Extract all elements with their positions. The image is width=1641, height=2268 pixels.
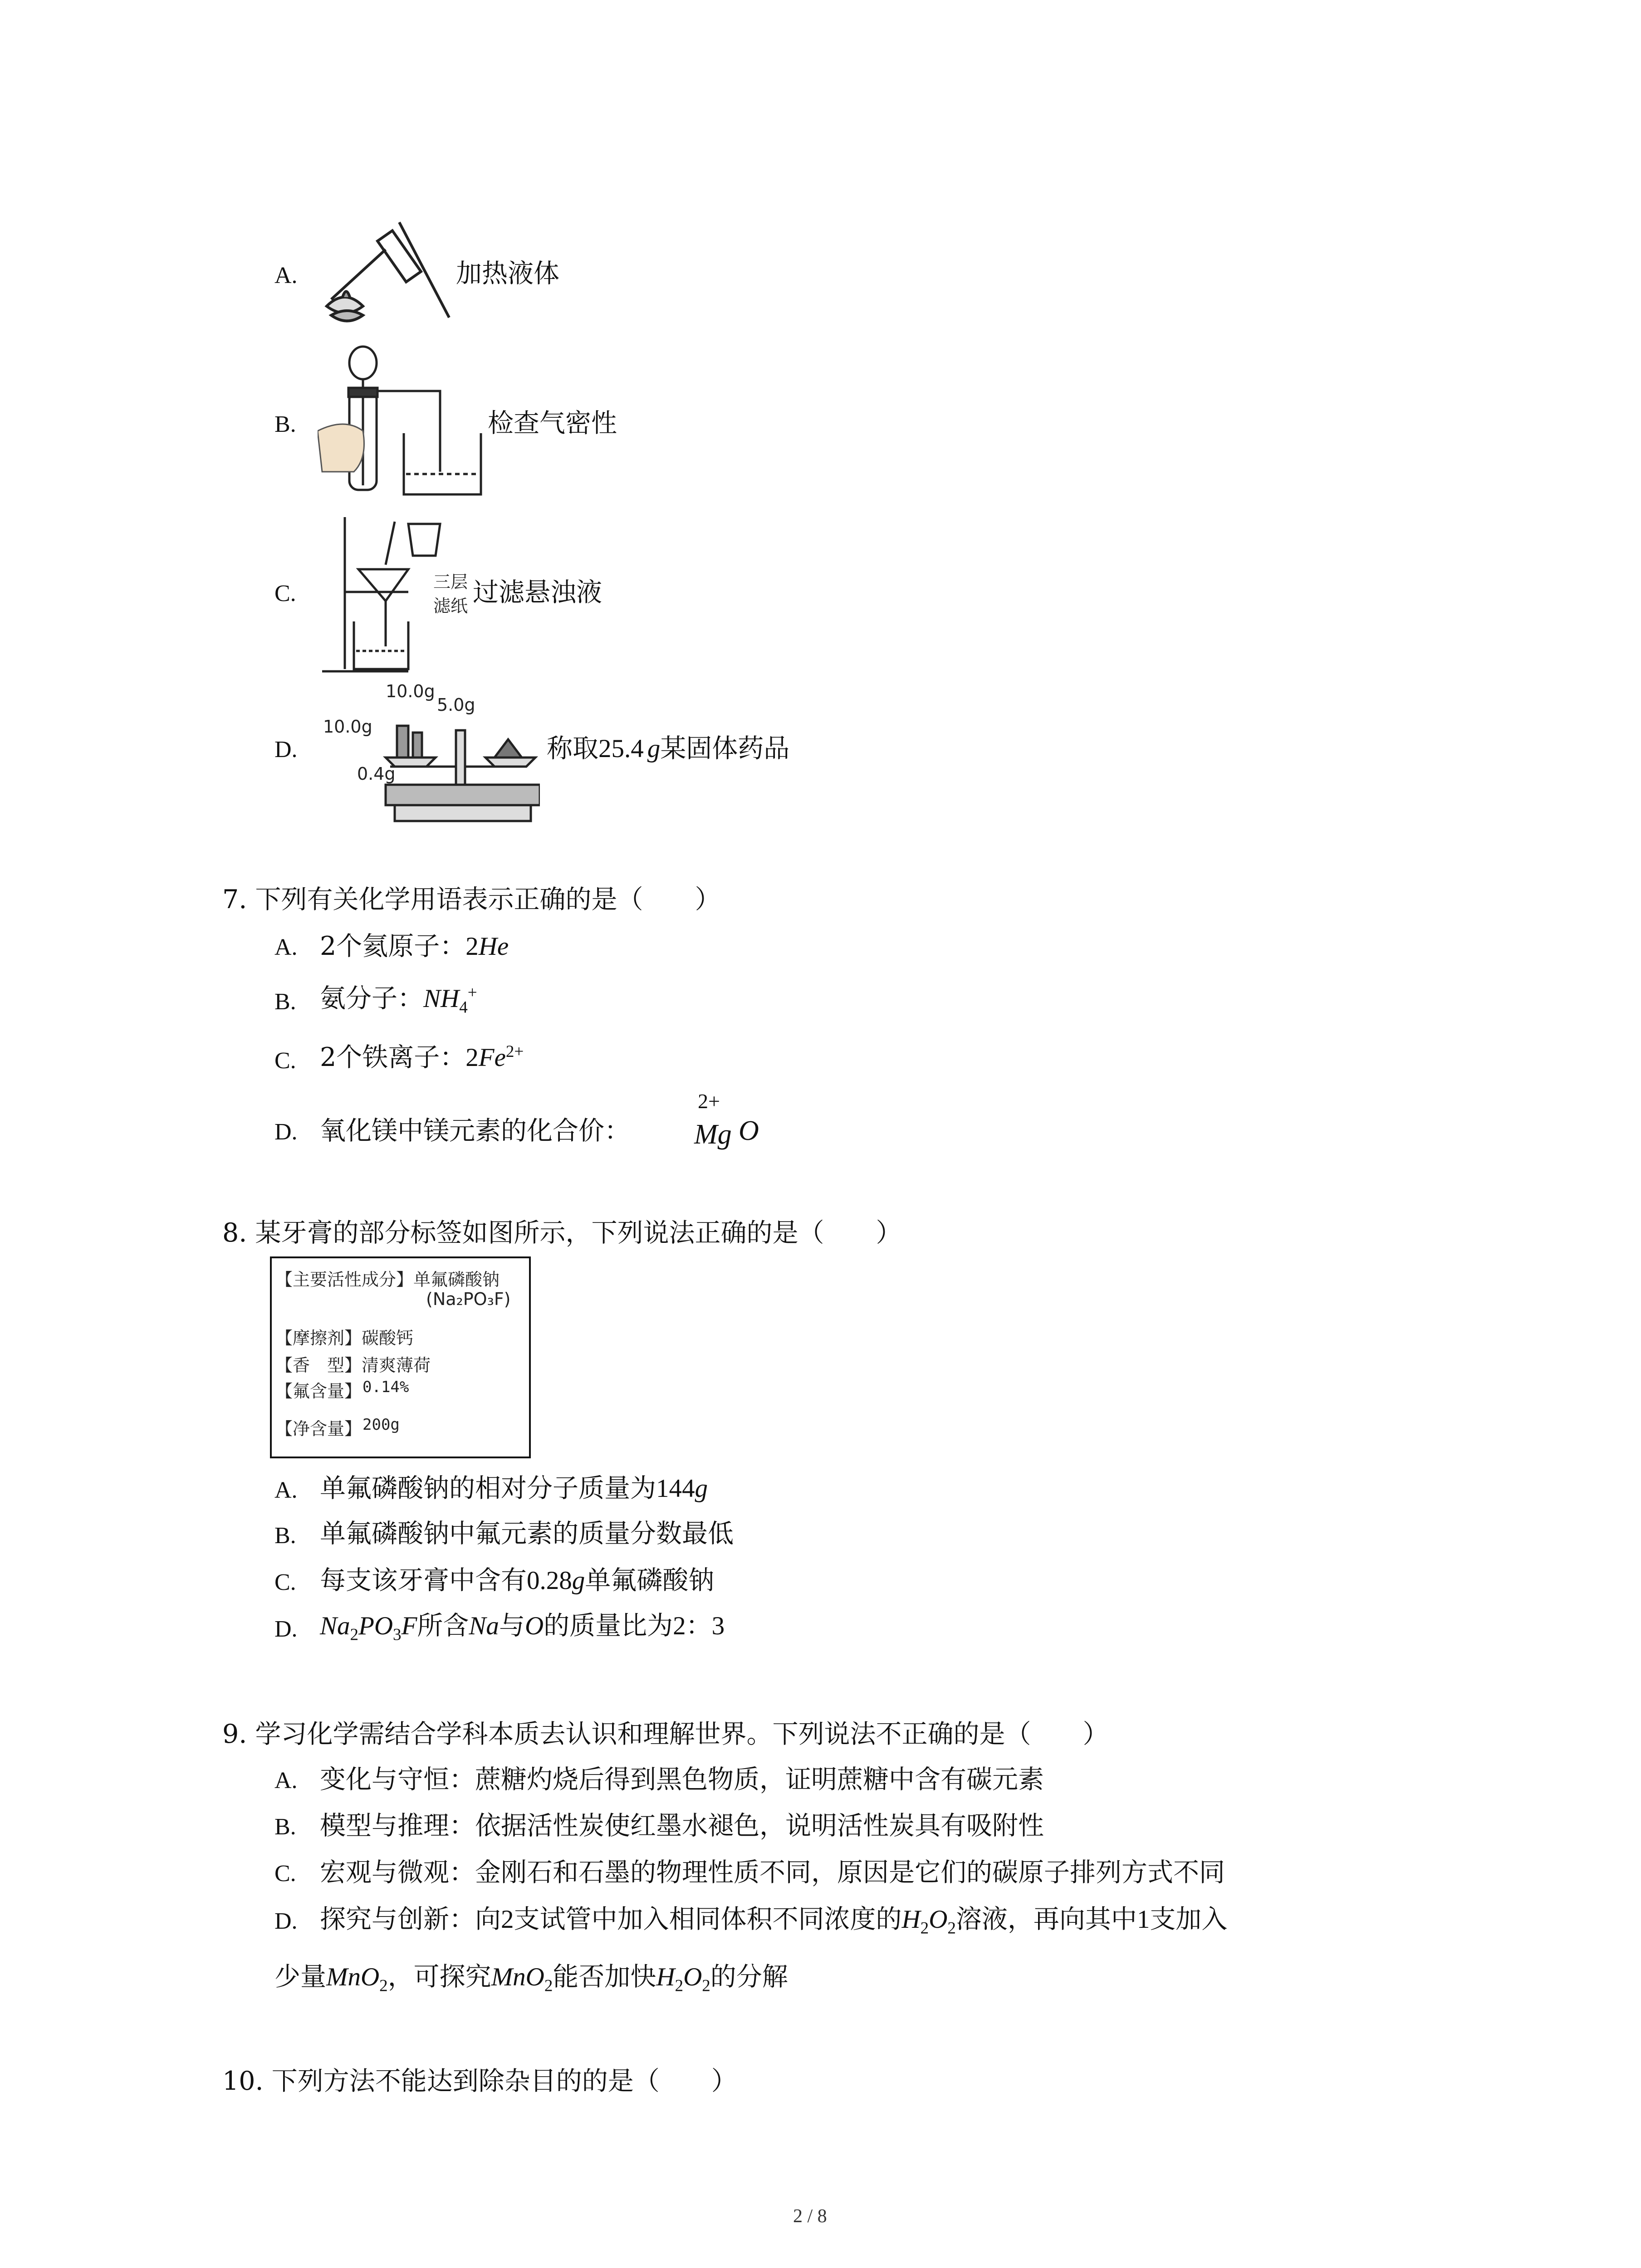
q9-d-h2s: 2 bbox=[702, 1976, 710, 1995]
label-line-6-key: 【净含量】 bbox=[275, 1419, 362, 1439]
option-d-text-pre: 称取 bbox=[547, 733, 598, 763]
q8-option-d-formula-po: PO bbox=[358, 1612, 393, 1640]
airtightness-check-figure bbox=[318, 340, 495, 508]
q9-d-line2-3: 能否加快 bbox=[553, 1962, 656, 1992]
q9-d-line2-2: ，可探究 bbox=[387, 1962, 491, 1992]
q9-d-m1: MnO bbox=[326, 1963, 380, 1991]
q9-d-num-2: 1 bbox=[1136, 1905, 1150, 1934]
option-d-text-post: 某固体药品 bbox=[660, 733, 790, 763]
q9-option-b-letter: B. bbox=[274, 1814, 296, 1840]
heating-liquid-figure bbox=[318, 213, 454, 331]
q9-d-h1: H bbox=[656, 1963, 675, 1991]
q8-option-d-formula-f: F bbox=[401, 1612, 417, 1640]
q9-d-text-2: 支试管中加入相同体积不同浓度的 bbox=[514, 1904, 902, 1934]
q8-option-d-text-3: 的质量比为 bbox=[544, 1611, 673, 1641]
q9-option-d-line-1 bbox=[320, 1906, 1227, 1936]
label-line-1: 【主要活性成分】单氟磷酸钠 bbox=[275, 1270, 500, 1290]
option-c-letter: C. bbox=[274, 581, 296, 606]
q8-option-d bbox=[320, 1613, 725, 1643]
option-a-text: 加热液体 bbox=[456, 259, 559, 288]
q9-option-a-text: 变化与守恒：蔗糖灼烧后得到黑色物质，证明蔗糖中含有碳元素 bbox=[320, 1765, 1044, 1794]
q9-d-text-3: 溶液，再向其中 bbox=[955, 1904, 1137, 1934]
question-7-stem: 7. 下列有关化学用语表示正确的是（ ） bbox=[222, 885, 721, 914]
weight-label-2: 5.0g bbox=[437, 695, 475, 715]
option-b-text: 检查气密性 bbox=[488, 408, 617, 438]
q9-d-h1s: 2 bbox=[675, 1976, 684, 1995]
q7-option-d-letter: D. bbox=[274, 1119, 298, 1145]
q9-d-text-4: 支加入 bbox=[1150, 1904, 1228, 1934]
weight-label-4: 0.4g bbox=[357, 764, 396, 784]
q7-option-a bbox=[320, 931, 509, 961]
q7-option-a-num: 2 bbox=[465, 932, 479, 961]
q9-option-b-text: 模型与推理：依据活性炭使红墨水褪色，说明活性炭具有吸附性 bbox=[320, 1811, 1044, 1841]
q9-option-a-letter: A. bbox=[274, 1768, 298, 1794]
q8-option-d-ratio: 2：3 bbox=[673, 1612, 725, 1640]
q8-option-d-formula-na: Na bbox=[320, 1612, 350, 1640]
weight-label-3: 10.0g bbox=[323, 717, 372, 737]
q9-d-line2-1: 少量 bbox=[274, 1962, 326, 1992]
label-line-6-value: 200g bbox=[362, 1416, 400, 1434]
q7-option-d-text: 氧化镁中镁元素的化合价： bbox=[320, 1116, 630, 1146]
q7-option-c bbox=[320, 1043, 524, 1070]
toothpaste-label bbox=[270, 1256, 531, 1458]
q7-option-b-sub: 4 bbox=[459, 998, 468, 1017]
option-d-letter: D. bbox=[274, 737, 298, 763]
q8-option-a bbox=[320, 1473, 708, 1503]
q9-option-d-line-2 bbox=[274, 1964, 788, 1994]
q7-option-c-formula: Fe bbox=[478, 1043, 506, 1072]
q9-d-num-1: 2 bbox=[501, 1905, 514, 1934]
weight-label-1: 10.0g bbox=[386, 681, 435, 701]
q9-d-f2s: 2 bbox=[947, 1919, 956, 1938]
label-line-3: 【摩擦剂】碳酸钙 bbox=[275, 1328, 414, 1348]
q8-option-b-letter: B. bbox=[274, 1523, 296, 1549]
q8-option-d-text-1: 所含 bbox=[417, 1611, 469, 1641]
q9-d-line2-4: 的分解 bbox=[710, 1962, 788, 1992]
q9-d-text-1: 探究与创新：向 bbox=[320, 1904, 501, 1934]
q7-option-c-sup: 2+ bbox=[505, 1042, 524, 1061]
label-line-5-key: 【氟含量】 bbox=[275, 1381, 362, 1401]
q7-option-b-letter: B. bbox=[274, 989, 296, 1015]
q8-option-d-el-1: Na bbox=[469, 1612, 499, 1640]
q8-option-d-sub-a: 2 bbox=[350, 1625, 359, 1644]
question-8-stem: 8. 某牙膏的部分标签如图所示，下列说法正确的是（ ） bbox=[222, 1218, 902, 1248]
label-line-2: (Na₂PO₃F) bbox=[426, 1289, 511, 1309]
option-c-text: 过滤悬浊液 bbox=[473, 577, 602, 607]
q9-option-c-text: 宏观与微观：金刚石和石墨的物理性质不同，原因是它们的碳原子排列方式不同 bbox=[320, 1857, 1225, 1887]
balance-figure bbox=[377, 699, 540, 826]
q7-option-a-letter: A. bbox=[274, 934, 298, 960]
q8-option-c-value: 0.28 bbox=[527, 1566, 572, 1595]
q7-option-b-text: 氨分子： bbox=[320, 983, 423, 1013]
q8-option-c bbox=[320, 1565, 715, 1595]
q8-option-a-letter: A. bbox=[274, 1477, 298, 1503]
page-number: 2 / 8 bbox=[793, 2206, 827, 2227]
q7-option-a-text: 2个氦原子： bbox=[320, 931, 466, 961]
q8-option-c-text-pre: 每支该牙膏中含有 bbox=[320, 1565, 527, 1595]
q9-d-m1s: 2 bbox=[379, 1976, 388, 1995]
q8-option-c-letter: C. bbox=[274, 1569, 296, 1595]
label-line-4: 【香 型】清爽薄荷 bbox=[275, 1355, 431, 1375]
q7-option-b-sup: + bbox=[467, 983, 477, 1002]
q8-option-a-value: 144 bbox=[656, 1474, 695, 1503]
q8-option-a-unit: g bbox=[695, 1474, 708, 1503]
filter-paper-label-1: 三层 bbox=[433, 572, 468, 592]
q7-option-b-formula: NH bbox=[423, 984, 460, 1013]
q9-d-f1s: 2 bbox=[920, 1919, 929, 1938]
q8-option-d-text-2: 与 bbox=[499, 1611, 525, 1641]
q9-option-d-letter: D. bbox=[274, 1908, 298, 1934]
q8-option-d-letter: D. bbox=[274, 1616, 298, 1642]
q7-option-d-formula-mg: Mg bbox=[694, 1119, 732, 1150]
q7-option-c-num: 2 bbox=[465, 1043, 479, 1072]
q8-option-d-el-2: O bbox=[524, 1612, 544, 1640]
q7-option-d-valence: 2+ bbox=[698, 1090, 720, 1113]
q9-d-m2s: 2 bbox=[544, 1976, 553, 1995]
option-d-unit: g bbox=[647, 734, 661, 763]
q7-option-a-formula: He bbox=[478, 932, 509, 961]
q8-option-d-sub-b: 3 bbox=[393, 1625, 402, 1644]
question-9-stem: 9. 学习化学需结合学科本质去认识和理解世界。下列说法不正确的是（ ） bbox=[222, 1719, 1109, 1749]
q8-option-c-text-post: 单氟磷酸钠 bbox=[585, 1565, 715, 1595]
q7-option-d-formula-o: O bbox=[739, 1115, 759, 1146]
q8-option-c-unit: g bbox=[572, 1566, 585, 1595]
q7-option-c-letter: C. bbox=[274, 1048, 296, 1074]
option-b-letter: B. bbox=[274, 411, 296, 437]
q7-option-c-text: 2个铁离子： bbox=[320, 1042, 466, 1072]
q9-d-f1: H bbox=[901, 1905, 921, 1934]
q9-d-h2: O bbox=[683, 1963, 702, 1991]
option-d-text bbox=[547, 733, 790, 763]
filter-paper-label-2: 滤纸 bbox=[433, 596, 468, 616]
q9-option-c-letter: C. bbox=[274, 1861, 296, 1887]
q7-option-b bbox=[320, 984, 477, 1016]
question-10-stem: 10. 下列方法不能达到除杂目的的是（ ） bbox=[222, 2066, 737, 2096]
q9-d-m2: MnO bbox=[491, 1963, 544, 1991]
option-d-value: 25.4 bbox=[598, 734, 644, 763]
option-a-letter: A. bbox=[274, 263, 298, 288]
q8-option-a-text: 单氟磷酸钠的相对分子质量为 bbox=[320, 1473, 656, 1503]
label-line-5-value: 0.14% bbox=[362, 1378, 409, 1396]
q8-option-b-text: 单氟磷酸钠中氟元素的质量分数最低 bbox=[320, 1519, 734, 1549]
q9-d-f2: O bbox=[929, 1905, 948, 1934]
